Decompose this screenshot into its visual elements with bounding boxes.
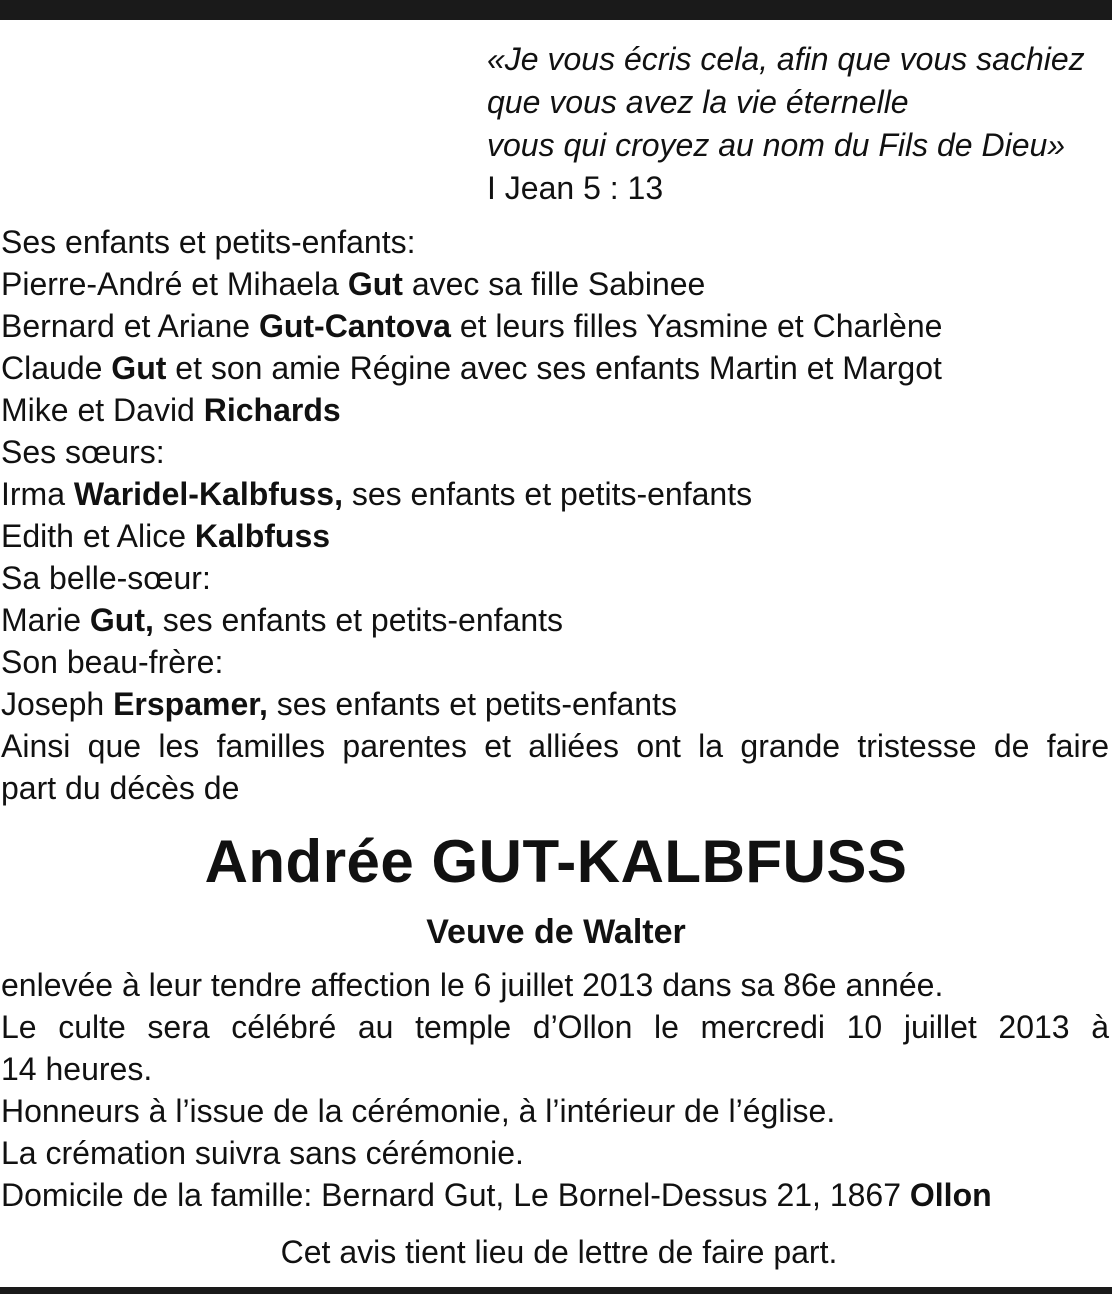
brother-in-law-heading: Son beau-frère:	[1, 644, 224, 680]
verse-line: que vous avez la vie éternelle	[487, 84, 909, 120]
details-line: 14 heures.	[1, 1051, 153, 1087]
surname: Erspamer,	[113, 686, 268, 722]
verse-line: vous qui croyez au nom du Fils de Dieu»	[487, 127, 1066, 163]
surname: Gut,	[89, 602, 154, 638]
family-entry: Irma Waridel-Kalbfuss, ses enfants et petits-enfants	[1, 476, 753, 512]
top-border-rule	[0, 0, 1112, 20]
bible-verse	[487, 38, 1109, 210]
family-address: Domicile de la famille: Bernard Gut, Le Bornel-Dessus 21, 1867 Ollon	[1, 1177, 992, 1213]
family-list	[1, 221, 1109, 809]
surname: Gut-Cantova	[258, 308, 451, 344]
funeral-details	[1, 964, 1109, 1216]
family-entry: Bernard et Ariane Gut-Cantova et leurs filles Yasmine et Charlène	[1, 308, 943, 344]
verse-reference: I Jean 5 : 13	[487, 170, 664, 206]
family-entry: Joseph Erspamer, ses enfants et petits-enfants	[1, 686, 677, 722]
family-entry: Mike et David Richards	[1, 392, 341, 428]
surname: Gut	[111, 350, 167, 386]
verse-line: «Je vous écris cela, afin que vous sachiez	[487, 41, 1085, 77]
announcement-line: part du décès de	[1, 770, 240, 806]
details-line: Le culte sera célébré au temple d’Ollon le mercredi 10 juillet 2013 à	[1, 1009, 1109, 1045]
details-line: La crémation suivra sans cérémonie.	[1, 1135, 524, 1171]
surname: Gut	[347, 266, 403, 302]
family-entry: Edith et Alice Kalbfuss	[1, 518, 331, 554]
surname: Kalbfuss	[194, 518, 331, 554]
family-entry: Marie Gut, ses enfants et petits-enfants	[1, 602, 564, 638]
deceased-subtitle: Veuve de Walter	[426, 913, 686, 951]
details-line: enlevée à leur tendre affection le 6 juillet 2013 dans sa 86e année.	[1, 967, 944, 1003]
announcement-line: Ainsi que les familles parentes et alliées ont la grande tristesse de faire	[1, 728, 1109, 764]
surname: Waridel-Kalbfuss,	[73, 476, 343, 512]
children-heading: Ses enfants et petits-enfants:	[1, 224, 416, 260]
address-town: Ollon	[909, 1177, 992, 1213]
details-line: Honneurs à l’issue de la cérémonie, à l’intérieur de l’église.	[1, 1093, 836, 1129]
footer-note: Cet avis tient lieu de lettre de faire part.	[280, 1234, 838, 1270]
bottom-border-rule	[0, 1287, 1112, 1294]
sister-in-law-heading: Sa belle-sœur:	[1, 560, 211, 596]
surname: Richards	[203, 392, 341, 428]
family-entry: Pierre-André et Mihaela Gut avec sa fille Sabinee	[1, 266, 706, 302]
deceased-name: Andrée GUT-KALBFUSS	[204, 828, 908, 895]
family-entry: Claude Gut et son amie Régine avec ses enfants Martin et Margot	[1, 350, 942, 386]
sisters-heading: Ses sœurs:	[1, 434, 165, 470]
